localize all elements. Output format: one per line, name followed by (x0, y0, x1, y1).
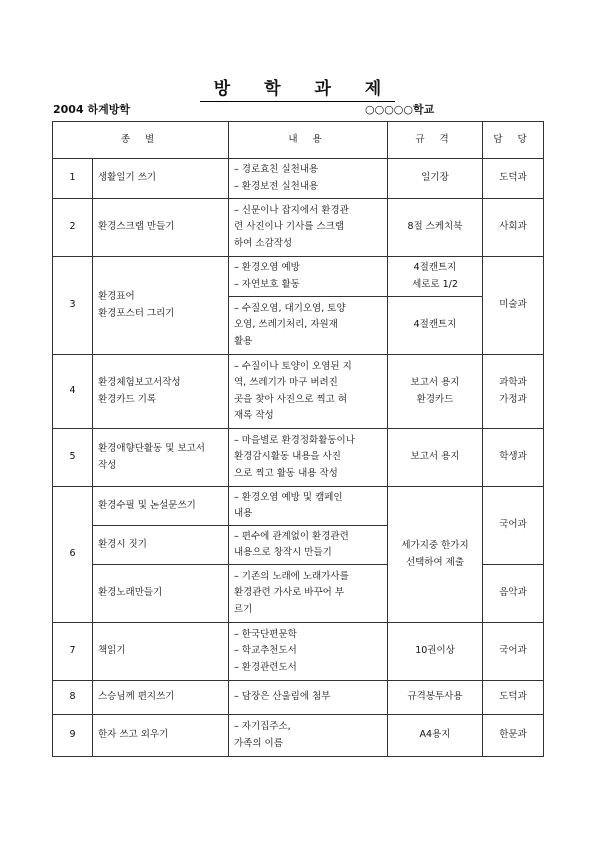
row-kind: 생활일기 쓰기 (93, 159, 229, 199)
table-row (53, 681, 544, 715)
row-spec: 10권이상 (388, 623, 483, 681)
row-spec: 일기장 (388, 159, 483, 199)
row-number: 1 (53, 159, 93, 199)
header-content: 내 용 (229, 122, 388, 159)
row-number: 6 (53, 487, 93, 623)
header-teacher: 담 당 (483, 122, 544, 159)
school-label: ○○○○○학교 (365, 103, 435, 116)
header-spec: 규 격 (388, 122, 483, 159)
row-number: 9 (53, 715, 93, 757)
row-number: 4 (53, 355, 93, 429)
row-content: – 한국단편문학 – 학교추천도서 – 환경관련도서 (229, 623, 388, 681)
table-row (53, 159, 544, 199)
row-teacher: 사회과 (483, 199, 544, 257)
table-row (53, 429, 544, 487)
row-content: – 경로효친 실천내용 – 환경보전 실천내용 (229, 159, 388, 199)
row-teacher: 국어과 (483, 623, 544, 681)
row-spec: 세가지중 한가지 선택하여 제출 (388, 487, 483, 623)
row-number: 3 (53, 257, 93, 355)
row-content: – 편수에 관계없이 환경관련 내용으로 창작시 만들기 (229, 526, 388, 565)
row-number: 7 (53, 623, 93, 681)
row-spec: 4절캔트지 (388, 297, 483, 355)
row-kind: 환경시 짓기 (93, 526, 229, 565)
row-kind: 환경애향단활동 및 보고서 작성 (93, 429, 229, 487)
row-kind: 한자 쓰고 외우기 (93, 715, 229, 757)
table-row (53, 199, 544, 257)
row-kind: 환경스크랩 만들기 (93, 199, 229, 257)
table-row (53, 623, 544, 681)
assignment-table (52, 121, 544, 757)
row-kind: 스승님께 편지쓰기 (93, 681, 229, 715)
row-kind: 책읽기 (93, 623, 229, 681)
row-kind: 환경노래만들기 (93, 565, 229, 623)
row-teacher: 미술과 (483, 257, 544, 355)
row-spec: 8절 스케치북 (388, 199, 483, 257)
row-teacher: 도덕과 (483, 681, 544, 715)
row-teacher: 한문과 (483, 715, 544, 757)
table-row (53, 355, 544, 429)
row-spec: 4절캔트지 세로로 1/2 (388, 257, 483, 297)
row-kind: 환경표어 환경포스터 그리기 (93, 257, 229, 355)
row-number: 2 (53, 199, 93, 257)
row-teacher: 학생과 (483, 429, 544, 487)
row-teacher: 도덕과 (483, 159, 544, 199)
row-content: – 기존의 노래에 노래가사를 환경관련 가사로 바꾸어 부 르기 (229, 565, 388, 623)
row-content: – 마을별로 환경정화활동이나 환경감시활동 내용을 사진 으로 찍고 활동 내용 작성 (229, 429, 388, 487)
title-text: 방 학 과 제 (200, 74, 395, 102)
row-spec: 보고서 용지 (388, 429, 483, 487)
row-kind: 환경체험보고서작성 환경카드 기록 (93, 355, 229, 429)
row-number: 8 (53, 681, 93, 715)
row-teacher: 음악과 (483, 565, 544, 623)
row-content: – 환경오염 예방 및 캠페인 내용 (229, 487, 388, 526)
row-content: – 담장은 산울림에 첨부 (229, 681, 388, 715)
row-teacher: 국어과 (483, 487, 544, 565)
year-label: 2004 하계방학 (53, 103, 130, 116)
row-content: – 수질이나 토양이 오염된 지 역, 쓰레기가 마구 버려진 곳을 찾아 사진으로 찍고 혀 재록 작성 (229, 355, 388, 429)
row-content: – 신문이나 잡지에서 환경관 련 사진이나 기사를 스크랩 하여 소감작성 (229, 199, 388, 257)
row-teacher: 과학과 가정과 (483, 355, 544, 429)
row-spec: A4용지 (388, 715, 483, 757)
row-kind: 환경수필 및 논설문쓰기 (93, 487, 229, 526)
header-kind: 종 별 (53, 122, 229, 159)
table-row (53, 715, 544, 757)
row-spec: 규격봉투사용 (388, 681, 483, 715)
document-title (0, 74, 595, 102)
table-row (53, 257, 544, 297)
header-row (53, 122, 544, 159)
row-number: 5 (53, 429, 93, 487)
row-content: – 환경오염 예방 – 자연보호 활동 (229, 257, 388, 297)
row-content: – 자기집주소, 가족의 이름 (229, 715, 388, 757)
row-content: – 수질오염, 대기오염, 토양 오염, 쓰레기처리, 자원재 활용 (229, 297, 388, 355)
table-row (53, 487, 544, 526)
row-spec: 보고서 용지 환경카드 (388, 355, 483, 429)
